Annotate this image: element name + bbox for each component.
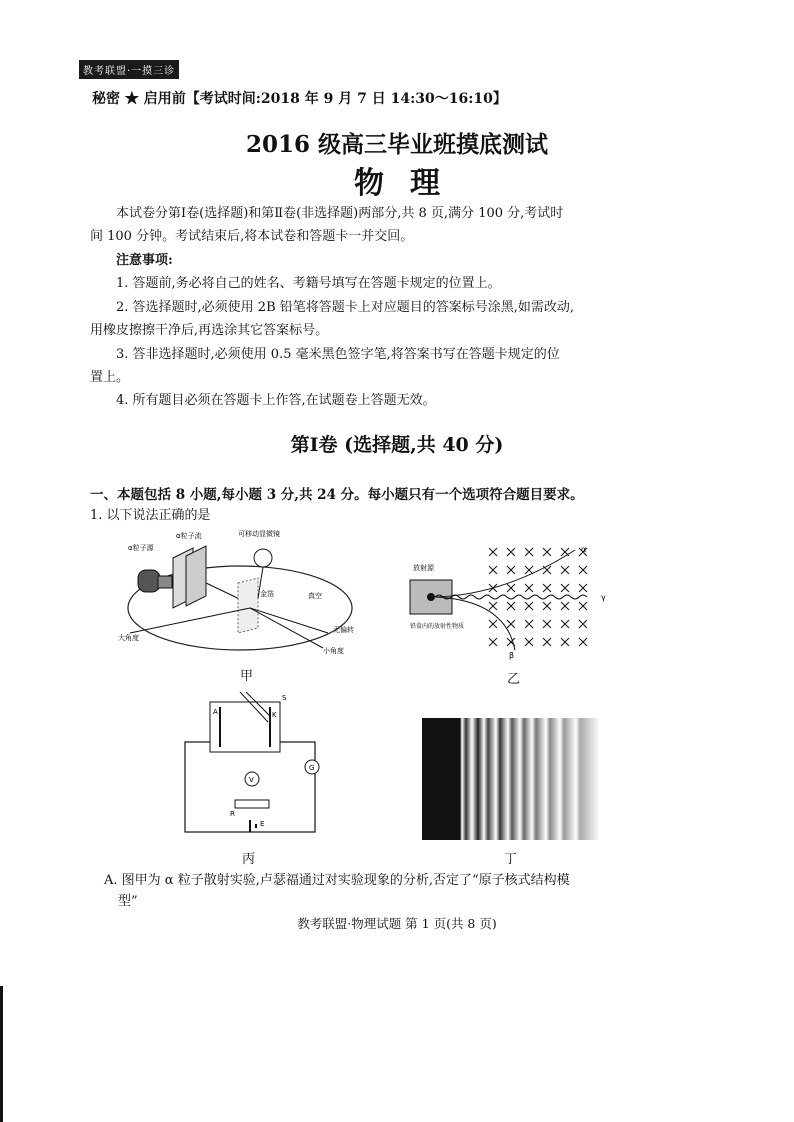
section-title: 第Ⅰ卷 (选择题,共 40 分) xyxy=(290,434,504,456)
figure-yi-radiation xyxy=(405,540,615,660)
intro-line-2: 间 100 分钟。考试结束后,将本试卷和答题卡一并交回。 xyxy=(90,229,414,244)
figure-label: R xyxy=(230,810,235,818)
question-1-stem: 1. 以下说法正确的是 xyxy=(90,508,211,523)
figure-label: α粒子源 xyxy=(128,544,154,552)
intro-line-1: 本试卷分第Ⅰ卷(选择题)和第Ⅱ卷(非选择题)两部分,共 8 页,满分 100 分,考试时 xyxy=(116,206,564,221)
note-item: 4. 所有题目必须在答题卡上作答,在试题卷上答题无效。 xyxy=(116,393,436,408)
figure-label: 金箔 xyxy=(260,590,274,598)
note-item: 2. 答选择题时,必须使用 2B 铅笔将答题卡上对应题目的答案标号涂黑,如需改动, xyxy=(116,300,575,315)
figure-label: 大角度 xyxy=(118,634,139,642)
figure-jia-caption: 甲 xyxy=(240,669,254,684)
figure-label: G xyxy=(309,764,315,772)
part-instructions: 一、本题包括 8 小题,每小题 3 分,共 24 分。每小题只有一个选项符合题目要求。 xyxy=(90,487,584,503)
note-item: 3. 答非选择题时,必须使用 0.5 毫米黑色签字笔,将答案书写在答题卡规定的位 xyxy=(116,347,560,362)
figure-jia-alpha-scattering xyxy=(118,528,368,658)
figure-label: V xyxy=(249,776,254,784)
note-item: 1. 答题前,务必将自己的姓名、考籍号填写在答题卡规定的位置上。 xyxy=(116,276,501,291)
exam-time-line: 秘密 ★ 启用前【考试时间:2018 年 9 月 7 日 14:30～16:10】 xyxy=(92,91,507,107)
figure-label: 真空 xyxy=(308,592,322,600)
figure-label: α xyxy=(581,545,587,554)
figure-label: 铅盒内的放射性物质 xyxy=(410,623,465,630)
figure-label: γ xyxy=(601,593,606,602)
figure-label: β xyxy=(509,651,515,660)
page-title: 2016 级高三毕业班摸底测试 xyxy=(245,131,549,158)
note-item: 用橡皮擦擦干净后,再选涂其它答案标号。 xyxy=(90,323,329,338)
figure-ding-caption: 丁 xyxy=(504,852,518,867)
figure-yi-caption: 乙 xyxy=(507,672,521,687)
figure-label: α粒子流 xyxy=(176,532,202,540)
note-item: 置上。 xyxy=(90,370,130,385)
subject-title: 物理 xyxy=(354,166,466,201)
figure-bing-circuit xyxy=(180,692,330,842)
option-a-line-2: 型” xyxy=(118,894,138,909)
figure-label: 可移动显微镜 xyxy=(238,530,280,538)
figure-label: S xyxy=(282,694,287,702)
figure-label: E xyxy=(260,820,265,828)
figure-label: 小角度 xyxy=(323,647,344,655)
page-footer: 教考联盟·物理试题 第 1 页(共 8 页) xyxy=(297,916,497,931)
figure-label: A xyxy=(213,708,218,716)
figure-label: 无偏转 xyxy=(333,626,354,634)
header-tag: 教考联盟·一摸三诊 xyxy=(79,60,179,79)
figure-label: K xyxy=(272,711,277,719)
notes-heading: 注意事项: xyxy=(116,253,173,268)
figure-ding-diffraction xyxy=(422,718,600,840)
figure-label: 放射源 xyxy=(413,564,434,572)
scan-edge xyxy=(0,986,3,1122)
option-a-line-1: A. 图甲为 α 粒子散射实验,卢瑟福通过对实验现象的分析,否定了“原子核式结构模 xyxy=(104,873,570,888)
figure-bing-caption: 丙 xyxy=(242,852,256,867)
